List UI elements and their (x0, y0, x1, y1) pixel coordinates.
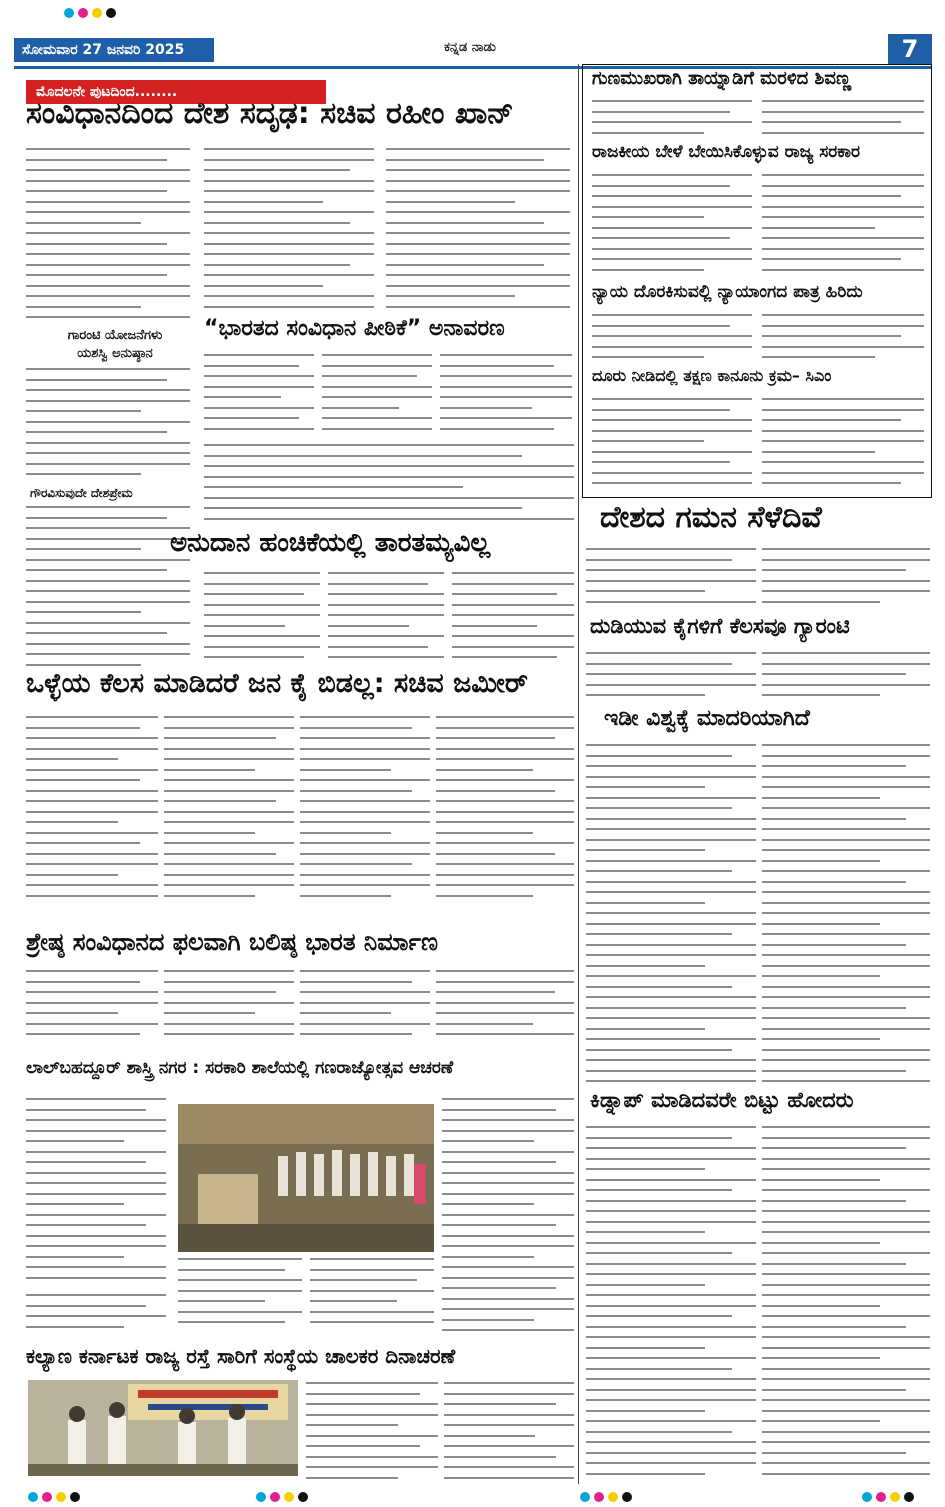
article-column (762, 548, 930, 612)
article-column (26, 506, 190, 666)
article-column (440, 354, 572, 438)
article-column (178, 1258, 302, 1334)
article-column (762, 314, 924, 364)
photo-illustration (28, 1380, 298, 1476)
article-column (204, 354, 314, 438)
article-column (300, 970, 430, 1044)
headline-kidnap: ಕಿಡ್ನಾಪ್ ಮಾಡಿದವರೇ ಬಿಟ್ಟು ಹೋದರು (590, 1088, 854, 1112)
article-column (386, 148, 570, 308)
headline-grants: ಅನುದಾನ ಹಂಚಿಕೆಯಲ್ಲಿ ತಾರತಮ್ಯವಿಲ್ಲ (170, 528, 491, 558)
article-column (444, 1382, 574, 1482)
article-column (592, 398, 752, 492)
date-text: ಸೋಮವಾರ 27 ಜನವರಿ 2025 (22, 42, 185, 58)
article-column (762, 744, 930, 1084)
article-column (592, 100, 752, 142)
section-label: ಮೊದಲನೇ ಪುಟದಿಂದ........ (26, 80, 326, 104)
headline-constitution: ಶ್ರೇಷ್ಠ ಸಂವಿಧಾನದ ಫಲವಾಗಿ ಬಲಿಷ್ಠ ಭಾರತ ನಿರ್ಮಾಣ (26, 928, 438, 956)
registration-marks-bottom-left (28, 1492, 80, 1504)
date-band (14, 38, 214, 62)
article-column (592, 174, 752, 278)
article-column (436, 970, 574, 1044)
article-column (586, 652, 756, 706)
drivers-day-photo (28, 1380, 298, 1476)
headline-complaint: ದೂರು ನೀಡಿದಲ್ಲಿ ತಕ್ಷಣ ಕಾನೂನು ಕ್ರಮ– ಸಿಎಂ (592, 366, 832, 385)
article-column (762, 652, 930, 706)
headline-zameer: ಒಳ್ಳೆಯ ಕೆಲಸ ಮಾಡಿದರೆ ಜನ ಕೈ ಬಿಡಲ್ಲ: ಸಚಿವ ಜಮೀರ್ (26, 668, 528, 699)
subhead: ಗಾರಂಟಿ ಯೋಜನೆಗಳು (40, 328, 190, 343)
article-column (592, 314, 752, 364)
school-event-photo (178, 1104, 434, 1252)
article-column (586, 548, 756, 612)
article-column (762, 398, 924, 492)
photo-illustration (178, 1104, 434, 1252)
headline-main: ಸಂವಿಧಾನದಿಂದ ದೇಶ ಸದೃಢ: ಸಚಿವ ರಹೀಂ ಖಾನ್ (26, 96, 514, 131)
registration-marks-bottom-far-right (862, 1492, 914, 1504)
article-column (26, 1294, 166, 1334)
registration-marks-top (64, 8, 116, 20)
article-column (762, 174, 924, 278)
article-column (204, 148, 374, 308)
article-column (436, 716, 574, 902)
article-column (306, 1382, 438, 1482)
registration-marks-bottom-right (580, 1492, 632, 1504)
headline-work-guarantee: ದುಡಿಯುವ ಕೈಗಳಿಗೆ ಕೆಲಸವೂ ಗ್ಯಾರಂಟಿ (590, 614, 850, 638)
article-column (452, 572, 574, 662)
article-column (164, 970, 294, 1044)
article-column (164, 716, 294, 902)
article-column (586, 1126, 756, 1480)
article-column (26, 1098, 166, 1286)
article-column (26, 970, 158, 1044)
headline-nation-attention: ದೇಶದ ಗಮನ ಸೆಳೆದಿವೆ (600, 500, 822, 535)
article-column (204, 444, 574, 522)
headline-drivers-day: ಕಲ್ಯಾಣ ಕರ್ನಾಟಕ ರಾಜ್ಯ ರಸ್ತೆ ಸಾರಿಗೆ ಸಂಸ್ಥೆಯ ಚಾಲಕರ ದಿನಾಚರಣೆ (26, 1344, 456, 1368)
article-column (328, 572, 444, 662)
subhead: ಯಶಸ್ವಿ ಅನುಷ್ಠಾನ (40, 346, 190, 361)
headline-school-celebration: ಲಾಲ್‌ಬಹದ್ದೂರ್ ಶಾಸ್ತ್ರಿ ನಗರ : ಸರಕಾರಿ ಶಾಲೆಯಲ್ಲಿ ಗಣರಾಜ್ಯೋತ್ಸವ ಆಚರಣೆ (26, 1058, 454, 1078)
registration-marks-bottom-mid (256, 1492, 308, 1504)
article-column (204, 572, 320, 662)
article-column (442, 1098, 574, 1334)
headline-world-model: ಇಡೀ ವಿಶ್ವಕ್ಕೆ ಮಾದರಿಯಾಗಿದೆ (604, 706, 810, 731)
article-column (300, 716, 430, 902)
article-column (586, 744, 756, 1084)
headline-judiciary: ನ್ಯಾಯ ದೊರಕಿಸುವಲ್ಲಿ ನ್ಯಾಯಾಂಗದ ಪಾತ್ರ ಹಿರಿದು (592, 282, 863, 302)
article-column (26, 716, 158, 902)
article-column (762, 100, 924, 142)
article-column (310, 1258, 434, 1334)
column-divider (578, 64, 579, 1484)
page-number: 7 (888, 34, 932, 64)
headline-shivanna: ಗುಣಮುಖರಾಗಿ ತಾಯ್ನಾಡಿಗೆ ಮರಳಿದ ಶಿವಣ್ಣ (592, 68, 852, 89)
subhead: ಗೌರವಿಸುವುದೇ ದೇಶಪ್ರೇಮ (30, 486, 190, 501)
article-column (322, 354, 432, 438)
headline-preamble: “ಭಾರತದ ಸಂವಿಧಾನ ಪೀಠಿಕೆ” ಅನಾವರಣ (204, 316, 505, 341)
paper-name: ಕನ್ನಡ ನಾಡು (444, 40, 496, 55)
article-column (26, 368, 190, 484)
headline-political: ರಾಜಕೀಯ ಬೇಳೆ ಬೇಯಿಸಿಕೊಳ್ಳುವ ರಾಜ್ಯ ಸರಕಾರ (592, 142, 860, 162)
article-column (26, 148, 190, 320)
article-column (762, 1126, 930, 1480)
